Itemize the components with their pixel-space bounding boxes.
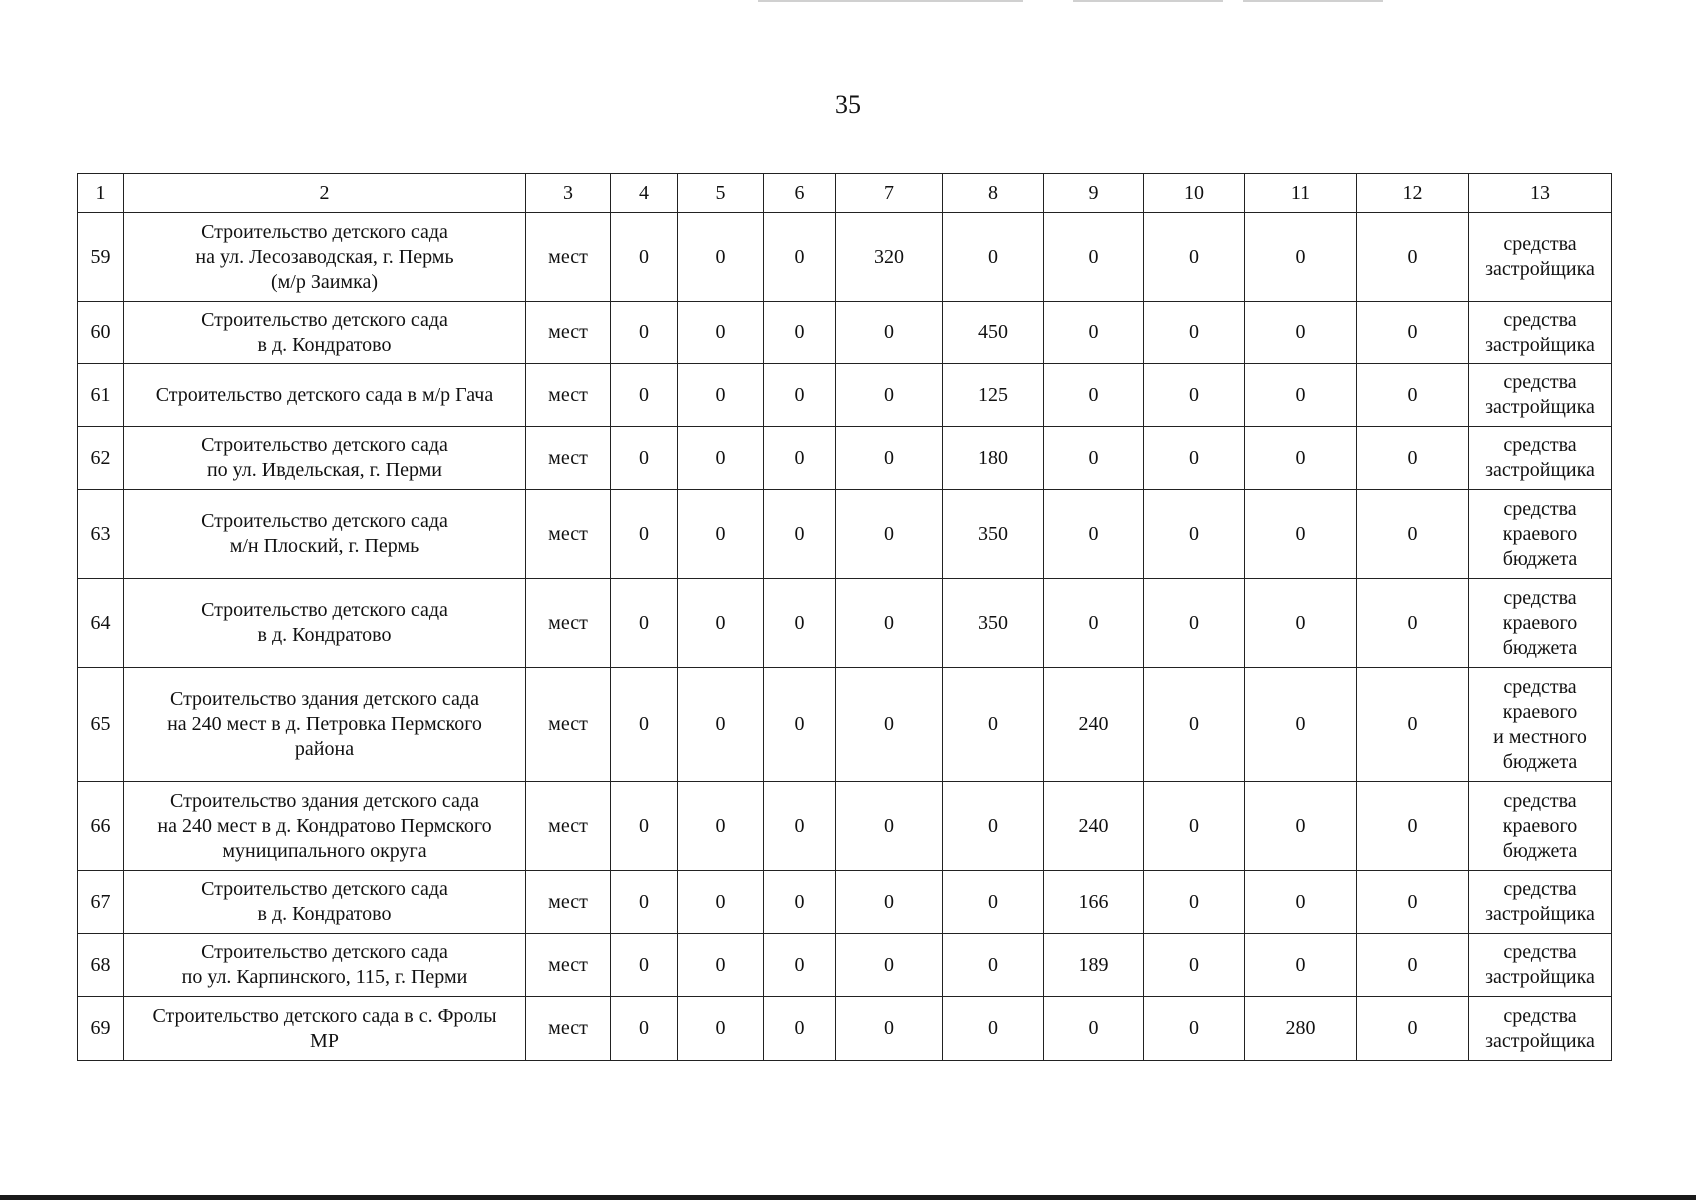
table-row bbox=[78, 997, 1612, 1061]
value-cell: 0 bbox=[1245, 364, 1357, 427]
funding-source-line: бюджета bbox=[1502, 636, 1578, 659]
row-number-cell: 62 bbox=[78, 427, 124, 490]
value-cell: 0 bbox=[678, 490, 764, 579]
scan-artifact-line bbox=[1243, 0, 1383, 2]
value-cell: 350 bbox=[943, 490, 1044, 579]
object-name-cell bbox=[124, 934, 526, 997]
value-cell: 320 bbox=[836, 213, 943, 302]
object-name-cell bbox=[124, 668, 526, 782]
unit-cell: мест bbox=[526, 364, 611, 427]
value-cell: 0 bbox=[1144, 997, 1245, 1061]
funding-source-line: застройщика bbox=[1485, 396, 1595, 418]
object-name-line: Строительство детского сада bbox=[201, 510, 448, 532]
object-name-line: Строительство детского сада bbox=[201, 220, 448, 243]
funding-source-line: средства bbox=[1503, 675, 1577, 698]
funding-source-cell bbox=[1469, 579, 1612, 668]
value-cell: 0 bbox=[764, 871, 836, 934]
value-cell: 0 bbox=[836, 302, 943, 364]
value-cell: 0 bbox=[678, 213, 764, 302]
funding-source-line: средства bbox=[1503, 878, 1577, 900]
value-cell: 0 bbox=[836, 490, 943, 579]
value-cell: 0 bbox=[678, 934, 764, 997]
value-cell: 0 bbox=[764, 427, 836, 490]
header-cell: 3 bbox=[526, 174, 611, 213]
header-cell: 6 bbox=[764, 174, 836, 213]
value-cell: 0 bbox=[764, 934, 836, 997]
value-cell: 0 bbox=[943, 668, 1044, 782]
funding-source-line: бюджета bbox=[1502, 839, 1578, 862]
object-name-cell bbox=[124, 997, 526, 1061]
unit-cell: мест bbox=[526, 782, 611, 871]
value-cell: 350 bbox=[943, 579, 1044, 668]
value-cell: 0 bbox=[943, 871, 1044, 934]
value-cell: 0 bbox=[1144, 213, 1245, 302]
value-cell: 0 bbox=[611, 490, 678, 579]
table-row bbox=[78, 782, 1612, 871]
object-name-line: МР bbox=[310, 1029, 339, 1052]
value-cell: 0 bbox=[611, 997, 678, 1061]
funding-source-cell bbox=[1469, 427, 1612, 490]
value-cell: 0 bbox=[943, 997, 1044, 1061]
unit-cell: мест bbox=[526, 490, 611, 579]
funding-source-cell bbox=[1469, 997, 1612, 1061]
row-number-cell: 69 bbox=[78, 997, 124, 1061]
value-cell: 0 bbox=[1357, 934, 1469, 997]
funding-source-line: краевого bbox=[1502, 522, 1578, 545]
value-cell: 0 bbox=[1357, 302, 1469, 364]
object-name-line: Строительство детского сада bbox=[201, 941, 448, 963]
header-cell: 8 bbox=[943, 174, 1044, 213]
unit-cell: мест bbox=[526, 427, 611, 490]
table-row bbox=[78, 427, 1612, 490]
value-cell: 0 bbox=[1245, 871, 1357, 934]
value-cell: 0 bbox=[764, 302, 836, 364]
value-cell: 166 bbox=[1044, 871, 1144, 934]
funding-source-cell bbox=[1469, 213, 1612, 302]
table-header-row bbox=[78, 174, 1612, 213]
object-name-line: района bbox=[294, 738, 355, 760]
object-name-line: по ул. Карпинского, 115, г. Перми bbox=[181, 966, 468, 988]
table-row bbox=[78, 213, 1612, 302]
table-row bbox=[78, 302, 1612, 364]
value-cell: 0 bbox=[1044, 490, 1144, 579]
funding-source-line: застройщика bbox=[1485, 966, 1595, 988]
funding-source-line: застройщика bbox=[1485, 258, 1595, 280]
value-cell: 0 bbox=[678, 668, 764, 782]
value-cell: 450 bbox=[943, 302, 1044, 364]
value-cell: 125 bbox=[943, 364, 1044, 427]
value-cell: 0 bbox=[943, 213, 1044, 302]
header-cell: 7 bbox=[836, 174, 943, 213]
value-cell: 0 bbox=[678, 871, 764, 934]
value-cell: 0 bbox=[1144, 782, 1245, 871]
value-cell: 0 bbox=[764, 213, 836, 302]
value-cell: 0 bbox=[836, 668, 943, 782]
value-cell: 0 bbox=[1357, 490, 1469, 579]
value-cell: 240 bbox=[1044, 668, 1144, 782]
value-cell: 0 bbox=[836, 997, 943, 1061]
object-name-line: по ул. Ивдельская, г. Перми bbox=[206, 459, 443, 481]
funding-source-cell bbox=[1469, 871, 1612, 934]
value-cell: 0 bbox=[1357, 427, 1469, 490]
scan-bottom-edge bbox=[0, 1195, 1696, 1200]
funding-source-line: краевого bbox=[1502, 814, 1578, 837]
object-name-line: на 240 мест в д. Кондратово Пермского bbox=[157, 814, 492, 837]
value-cell: 0 bbox=[1044, 302, 1144, 364]
value-cell: 0 bbox=[611, 668, 678, 782]
value-cell: 0 bbox=[1044, 579, 1144, 668]
value-cell: 0 bbox=[836, 934, 943, 997]
value-cell: 0 bbox=[678, 302, 764, 364]
row-number-cell: 64 bbox=[78, 579, 124, 668]
object-name-cell bbox=[124, 364, 526, 427]
value-cell: 0 bbox=[1245, 302, 1357, 364]
value-cell: 0 bbox=[611, 934, 678, 997]
object-name-line: Строительство детского сада bbox=[201, 599, 448, 621]
object-name-line: (м/р Заимка) bbox=[270, 270, 379, 293]
funding-source-line: застройщика bbox=[1485, 903, 1595, 925]
table-row bbox=[78, 579, 1612, 668]
object-name-line: на 240 мест в д. Петровка Пермского bbox=[167, 713, 482, 735]
funding-source-cell bbox=[1469, 302, 1612, 364]
value-cell: 0 bbox=[836, 871, 943, 934]
funding-source-cell bbox=[1469, 934, 1612, 997]
value-cell: 280 bbox=[1245, 997, 1357, 1061]
row-number-cell: 67 bbox=[78, 871, 124, 934]
header-cell: 9 bbox=[1044, 174, 1144, 213]
value-cell: 0 bbox=[611, 579, 678, 668]
object-name-cell bbox=[124, 427, 526, 490]
value-cell: 0 bbox=[611, 782, 678, 871]
funding-source-cell bbox=[1469, 782, 1612, 871]
value-cell: 0 bbox=[611, 871, 678, 934]
value-cell: 0 bbox=[1245, 490, 1357, 579]
page-number: 35 bbox=[835, 90, 861, 119]
funding-source-cell bbox=[1469, 364, 1612, 427]
value-cell: 0 bbox=[1245, 668, 1357, 782]
value-cell: 0 bbox=[611, 213, 678, 302]
object-name-cell bbox=[124, 579, 526, 668]
funding-source-line: средства bbox=[1503, 233, 1577, 255]
value-cell: 0 bbox=[836, 579, 943, 668]
object-name-cell bbox=[124, 213, 526, 302]
value-cell: 0 bbox=[1044, 427, 1144, 490]
value-cell: 0 bbox=[1245, 579, 1357, 668]
funding-source-line: и местного bbox=[1493, 725, 1587, 748]
value-cell: 0 bbox=[764, 997, 836, 1061]
funding-source-line: средства bbox=[1503, 586, 1577, 609]
funding-source-line: застройщика bbox=[1485, 333, 1595, 356]
object-name-line: в д. Кондратово bbox=[257, 624, 392, 646]
value-cell: 0 bbox=[764, 490, 836, 579]
value-cell: 0 bbox=[1357, 364, 1469, 427]
row-number-cell: 60 bbox=[78, 302, 124, 364]
value-cell: 0 bbox=[1357, 782, 1469, 871]
funding-source-line: средства bbox=[1503, 371, 1577, 393]
value-cell: 0 bbox=[678, 782, 764, 871]
value-cell: 0 bbox=[1144, 579, 1245, 668]
value-cell: 0 bbox=[1144, 934, 1245, 997]
value-cell: 0 bbox=[1245, 213, 1357, 302]
value-cell: 0 bbox=[1144, 302, 1245, 364]
header-cell: 1 bbox=[78, 174, 124, 213]
value-cell: 0 bbox=[1357, 213, 1469, 302]
value-cell: 0 bbox=[1044, 364, 1144, 427]
object-name-line: Строительство здания детского сада bbox=[170, 688, 479, 710]
object-name-line: Строительство детского сада bbox=[201, 308, 448, 331]
funding-source-line: средства bbox=[1503, 308, 1577, 331]
row-number-cell: 68 bbox=[78, 934, 124, 997]
value-cell: 0 bbox=[1245, 427, 1357, 490]
value-cell: 0 bbox=[764, 579, 836, 668]
funding-source-line: краевого bbox=[1502, 700, 1578, 723]
table-row bbox=[78, 934, 1612, 997]
funding-source-line: средства bbox=[1503, 789, 1577, 812]
object-name-cell bbox=[124, 490, 526, 579]
unit-cell: мест bbox=[526, 997, 611, 1061]
unit-cell: мест bbox=[526, 579, 611, 668]
value-cell: 0 bbox=[836, 782, 943, 871]
object-name-line: в д. Кондратово bbox=[257, 903, 392, 925]
object-name-cell bbox=[124, 782, 526, 871]
value-cell: 0 bbox=[1144, 668, 1245, 782]
funding-source-line: средства bbox=[1503, 1004, 1577, 1027]
header-cell: 10 bbox=[1144, 174, 1245, 213]
funding-source-line: средства bbox=[1503, 497, 1577, 520]
unit-cell: мест bbox=[526, 871, 611, 934]
table-row bbox=[78, 668, 1612, 782]
value-cell: 0 bbox=[678, 427, 764, 490]
unit-cell: мест bbox=[526, 213, 611, 302]
object-name-line: Строительство детского сада bbox=[201, 878, 448, 900]
scan-artifact-line bbox=[1073, 0, 1223, 2]
unit-cell: мест bbox=[526, 302, 611, 364]
object-name-cell bbox=[124, 302, 526, 364]
value-cell: 0 bbox=[764, 782, 836, 871]
value-cell: 0 bbox=[611, 427, 678, 490]
value-cell: 0 bbox=[1144, 364, 1245, 427]
value-cell: 0 bbox=[1357, 668, 1469, 782]
table-row bbox=[78, 364, 1612, 427]
header-cell: 2 bbox=[124, 174, 526, 213]
row-number-cell: 65 bbox=[78, 668, 124, 782]
value-cell: 0 bbox=[836, 364, 943, 427]
row-number-cell: 59 bbox=[78, 213, 124, 302]
value-cell: 0 bbox=[1357, 997, 1469, 1061]
row-number-cell: 66 bbox=[78, 782, 124, 871]
value-cell: 0 bbox=[611, 302, 678, 364]
value-cell: 0 bbox=[678, 364, 764, 427]
header-cell: 5 bbox=[678, 174, 764, 213]
table-row bbox=[78, 871, 1612, 934]
funding-source-line: бюджета bbox=[1502, 750, 1578, 773]
unit-cell: мест bbox=[526, 934, 611, 997]
row-number-cell: 63 bbox=[78, 490, 124, 579]
object-name-line: Строительство детского сада bbox=[201, 434, 448, 456]
value-cell: 0 bbox=[836, 427, 943, 490]
funding-source-line: бюджета bbox=[1502, 547, 1578, 570]
value-cell: 0 bbox=[1245, 934, 1357, 997]
value-cell: 0 bbox=[678, 579, 764, 668]
row-number-cell: 61 bbox=[78, 364, 124, 427]
value-cell: 189 bbox=[1044, 934, 1144, 997]
object-name-line: Строительство детского сада в м/р Гача bbox=[155, 383, 494, 406]
object-name-line: в д. Кондратово bbox=[257, 333, 392, 356]
value-cell: 0 bbox=[764, 668, 836, 782]
value-cell: 0 bbox=[943, 934, 1044, 997]
object-name-line: муниципального округа bbox=[222, 839, 427, 862]
value-cell: 0 bbox=[1044, 997, 1144, 1061]
data-table bbox=[77, 173, 1612, 1061]
value-cell: 0 bbox=[1144, 490, 1245, 579]
funding-source-line: средства bbox=[1503, 434, 1577, 456]
value-cell: 0 bbox=[943, 782, 1044, 871]
value-cell: 180 bbox=[943, 427, 1044, 490]
value-cell: 0 bbox=[1044, 213, 1144, 302]
funding-source-line: застройщика bbox=[1485, 1029, 1595, 1052]
value-cell: 0 bbox=[1357, 579, 1469, 668]
scan-artifact-line bbox=[758, 0, 1023, 2]
funding-source-cell bbox=[1469, 668, 1612, 782]
header-cell: 11 bbox=[1245, 174, 1357, 213]
funding-source-line: застройщика bbox=[1485, 459, 1595, 481]
value-cell: 0 bbox=[1144, 427, 1245, 490]
header-cell: 13 bbox=[1469, 174, 1612, 213]
value-cell: 240 bbox=[1044, 782, 1144, 871]
object-name-line: Строительство детского сада в с. Фролы bbox=[152, 1004, 497, 1027]
funding-source-cell bbox=[1469, 490, 1612, 579]
header-cell: 4 bbox=[611, 174, 678, 213]
value-cell: 0 bbox=[1357, 871, 1469, 934]
funding-source-line: средства bbox=[1503, 941, 1577, 963]
value-cell: 0 bbox=[764, 364, 836, 427]
funding-source-line: краевого bbox=[1502, 611, 1578, 634]
value-cell: 0 bbox=[1245, 782, 1357, 871]
unit-cell: мест bbox=[526, 668, 611, 782]
table-body bbox=[78, 174, 1612, 1061]
object-name-line: м/н Плоский, г. Пермь bbox=[229, 535, 420, 557]
header-cell: 12 bbox=[1357, 174, 1469, 213]
table-row bbox=[78, 490, 1612, 579]
object-name-cell bbox=[124, 871, 526, 934]
object-name-line: на ул. Лесозаводская, г. Пермь bbox=[195, 245, 454, 268]
value-cell: 0 bbox=[1144, 871, 1245, 934]
object-name-line: Строительство здания детского сада bbox=[170, 789, 479, 812]
value-cell: 0 bbox=[611, 364, 678, 427]
value-cell: 0 bbox=[678, 997, 764, 1061]
